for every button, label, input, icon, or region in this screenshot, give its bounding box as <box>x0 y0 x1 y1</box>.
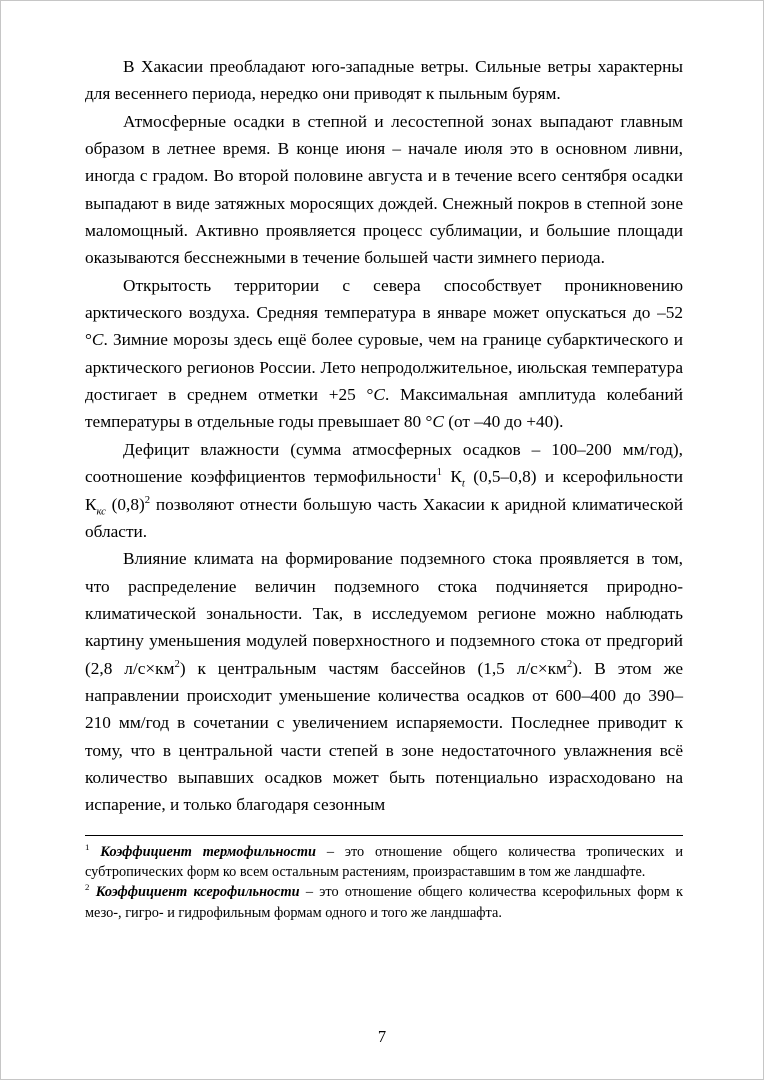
text-segment: – это отношение общего количества ксерофильных форм к мезо-, гигро- и гидрофильным формам одного и того же ландшафта. <box>85 884 683 921</box>
footnotes <box>85 842 683 924</box>
footnote-xerophilicity <box>85 882 683 923</box>
paragraph-precipitation <box>85 108 683 272</box>
text-segment: Коэффициент ксерофильности <box>89 884 300 901</box>
paragraph-winds <box>85 53 683 108</box>
body-text <box>85 53 683 819</box>
paragraph-climate-runoff <box>85 545 683 818</box>
footnote-thermophilicity <box>85 842 683 883</box>
footnote-marker: 1 <box>436 466 443 479</box>
text-segment: Открытость территории с севера способствует проникновению арктического воздуха. Средняя температура в январе может опускаться до –52 ° <box>85 275 683 350</box>
text-segment: – это отношение общего количества тропических и субтропических форм ко всем остальным растениям, произраставшим в том же ландшафте. <box>85 843 683 881</box>
text-segment: Коэффициент термофильности <box>89 843 316 860</box>
text-segment: позволяют отнести большую часть Хакасии к аридной климатической области. <box>85 494 683 541</box>
text-segment: К <box>442 467 462 487</box>
text-segment: Влияние климата на формирование подземного стока проявляется в том, что распределение величин подземного стока подчиняется природно-климатической зональности. Так, в исследуемом регионе можно наблюдать картину уменьшения модулей поверхностного и подземного стока от предгорий (2,8 л/с×км <box>85 549 683 678</box>
text-segment: Атмосферные осадки в степной и лесостепной зонах выпадают главным образом в летнее время. В конце июня – начале июля это в основном ливни, иногда с градом. Во второй половине августа и в течение всего сентября осадки выпадают в виде затяжных моросящих дождей. Снежный покров в степной зоне маломощный. Активно проявляется процесс сублимации, и большие площади оказываются бесснежными в течение большей части зимнего периода. <box>85 111 683 268</box>
text-segment: (0,8) <box>105 494 145 514</box>
text-segment: ). В этом же направлении происходит уменьшение количества осадков от 600–400 до 390–210 мм/год в сочетании с увеличением испаряемости. Последнее приводит к тому, что в центральной части степей в зоне недостаточного увлажнения всё количество выпавших осадков может быть потенциально израсходовано на испарение, и только благодаря сезонным <box>85 658 683 815</box>
text-segment: (от –40 до +40). <box>443 412 564 432</box>
footnote-marker: 2 <box>144 493 151 506</box>
text-segment: . Максимальная амплитуда колебаний температуры в отдельные годы превышает 80 ° <box>85 385 683 432</box>
footnote-separator <box>85 835 683 836</box>
footnote-marker: 2 <box>174 657 180 670</box>
footnote-marker: 2 <box>566 657 573 670</box>
text-segment: С <box>373 385 385 405</box>
text-segment: ) к центральным частям бассейнов (1,5 л/с×км <box>179 658 567 678</box>
text-segment: С <box>432 412 444 432</box>
footnote-marker: 2 <box>85 882 90 893</box>
text-segment: С <box>91 330 104 350</box>
page-number: 7 <box>377 1026 387 1046</box>
text-segment: . Зимние морозы здесь ещё более суровые, чем на границе субарктического и арктического регионов России. Лето непродолжительное, июльская температура достигает в среднем отметки +25 ° <box>85 330 683 405</box>
paragraph-humidity-deficit <box>85 436 683 545</box>
text-segment: кс <box>96 504 106 517</box>
footnote-marker: 1 <box>85 841 90 852</box>
text-segment: t <box>461 477 465 490</box>
paragraph-temperature <box>85 272 683 436</box>
text-segment: В Хакасии преобладают юго-западные ветры. Сильные ветры характерны для весеннего периода, нередко они приводят к пыльным бурям. <box>85 57 683 104</box>
text-segment: Дефицит влажности (сумма атмосферных осадков – 100–200 мм/год), соотношение коэффициентов термофильности <box>85 439 683 487</box>
footnote-block <box>85 835 683 924</box>
text-segment: (0,5–0,8) и ксерофильности К <box>85 467 683 514</box>
